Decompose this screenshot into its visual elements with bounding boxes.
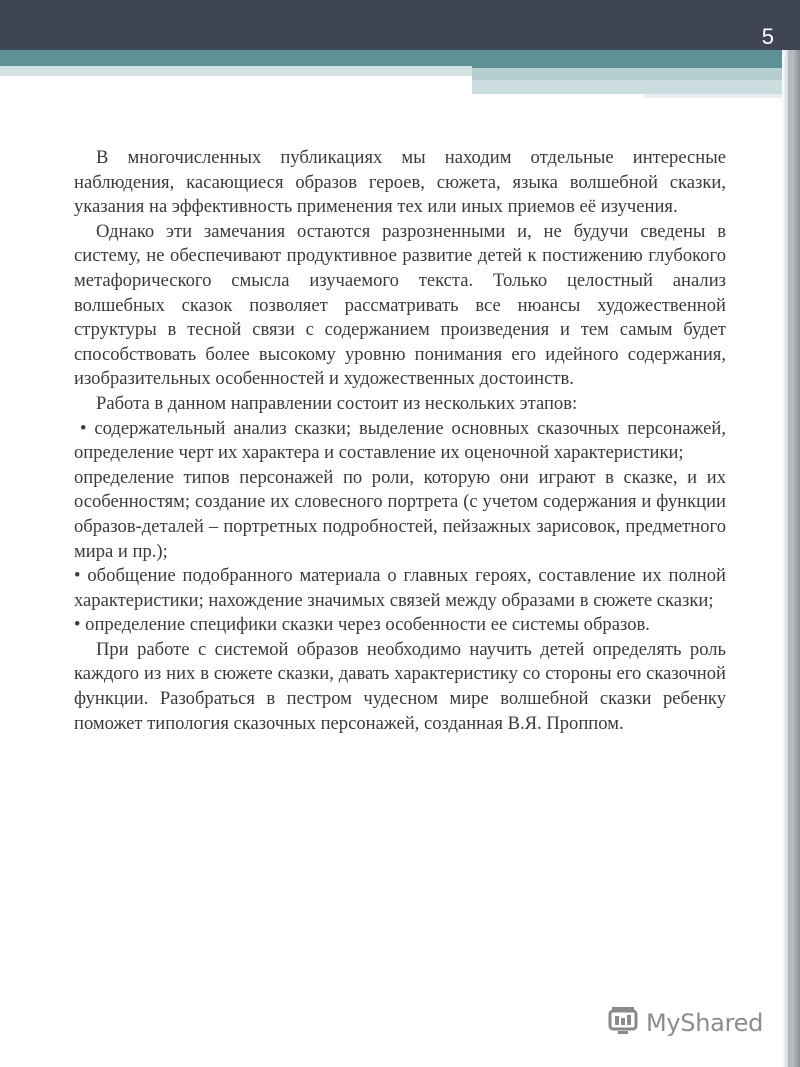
watermark-text: MyShared: [646, 1009, 764, 1037]
list-item: определение типов персонажей по роли, которую они играют в сказке, и их особенностям; создание их словесного портрета (с учетом содержания и функции образов-деталей – портретных подробностей, пейзажных зарисовок, предметного мира и пр.);: [74, 466, 726, 562]
paragraph: При работе с системой образов необходимо научить детей определять роль каждого из них в сюжете сказки, давать характеристику со стороны его сказочной функции. Разобраться в пестром чудесном мире волшебной сказки ребенку поможет типология сказочных персонажей, созданная В.Я. Проппом.: [74, 638, 726, 734]
myshared-watermark[interactable]: [606, 1005, 763, 1041]
header-band-light: [472, 80, 782, 94]
header-band-light: [0, 66, 472, 76]
list-item: • обобщение подобранного материала о главных героях, составление их полной характеристики; нахождение значимых связей между образами в сюжете сказки;: [74, 565, 726, 611]
paragraph: Однако эти замечания остаются разрозненными и, не будучи сведены в систему, не обеспечивают продуктивное развитие детей к постижению глубокого метафорического смысла изучаемого текста. Только целостный анализ волшебных сказок позволяет рассматривать все нюансы художественной структуры в тесной связи с содержанием произведения и тем самым будет способствовать более высокому уровню понимания его идейного содержания, изобразительных особенностей и художественных достоинств.: [74, 220, 726, 390]
page-number: 5: [761, 24, 774, 49]
paragraph: В многочисленных публикациях мы находим отдельные интересные наблюдения, касающиеся образов героев, сюжета, языка волшебной сказки, указания на эффективность применения тех или иных приемов её изучения.: [74, 147, 726, 218]
list-item: • определение специфики сказки через особенности ее системы образов.: [74, 614, 650, 636]
header-band-light: [472, 68, 782, 80]
myshared-logo-icon: [606, 1005, 640, 1041]
page-edge-line: [788, 50, 792, 1067]
body-text: [74, 146, 726, 736]
paragraph: Работа в данном направлении состоит из нескольких этапов:: [96, 392, 578, 414]
header-band-dark: [0, 0, 800, 50]
header-band-shadow: [644, 94, 782, 98]
list-item: • содержательный анализ сказки; выделение основных сказочных персонажей, определение черт их характера и составление их оценочной характеристики;: [74, 417, 726, 464]
